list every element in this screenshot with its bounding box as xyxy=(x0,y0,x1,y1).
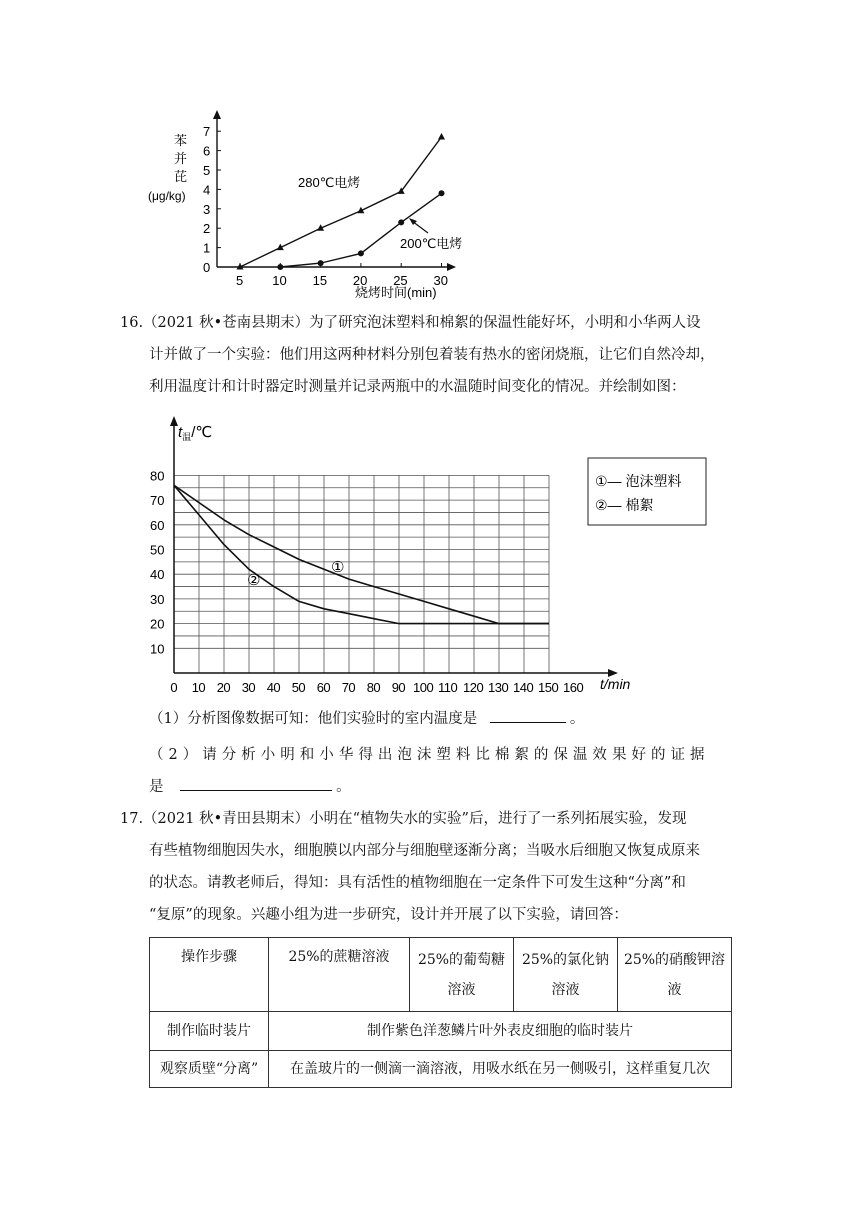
x-tick-label: 25 xyxy=(393,273,408,288)
q17-line-1: 17.（2021 秋•青田县期末）小明在“植物失水的实验”后，进行了一系列拓展实验，发现 xyxy=(120,811,687,827)
q17-line-2: 有些植物细胞因失水，细胞膜以内部分与细胞壁逐渐分离；当吸水后细胞又恢复成原来 xyxy=(149,843,700,859)
q16-sub-2-blank[interactable] xyxy=(180,774,332,791)
cooling-chart-xlabel: t/min xyxy=(600,676,631,692)
data-point-dot xyxy=(318,260,324,266)
y-tick-label: 40 xyxy=(150,567,165,583)
y-tick-label: 60 xyxy=(150,517,165,533)
baking-chart-ylabel-1: 苯 xyxy=(174,133,188,148)
y-axis-arrow xyxy=(213,110,221,119)
table-cell: 制作临时装片 xyxy=(150,1012,269,1051)
table-header-line: 25%的氯化钠 xyxy=(521,951,610,968)
q16-sub-2b xyxy=(149,771,351,803)
baking-chart-ylabel-4: (μg/kg) xyxy=(148,189,186,203)
table-header-line: 液 xyxy=(667,981,682,998)
table-header-cell xyxy=(618,938,732,1012)
x-tick-label: 10 xyxy=(272,273,287,288)
x-tick-label: 150 xyxy=(538,680,559,695)
q16-sub-1-text: （1）分析图像数据可知：他们实验时的室内温度是 xyxy=(149,711,478,727)
q16-sub-1-period: 。 xyxy=(569,711,585,727)
series-line xyxy=(174,485,549,623)
x-tick-label: 0 xyxy=(170,680,178,695)
legend-item-cotton: ②— 棉絮 xyxy=(595,497,654,513)
table-cell: 在盖玻片的一侧滴一滴溶液，用吸水纸在另一侧吸引，这样重复几次 xyxy=(269,1051,732,1088)
x-tick-label: 60 xyxy=(316,680,331,695)
x-tick-label: 40 xyxy=(266,680,281,695)
curve-2-label: ② xyxy=(247,572,261,589)
table-header-cell: 操作步骤 xyxy=(150,938,269,1012)
x-tick-label: 140 xyxy=(513,680,534,695)
y-tick-label: 2 xyxy=(203,221,211,237)
legend-item-foam: ①— 泡沫塑料 xyxy=(595,473,682,489)
x-tick-label: 20 xyxy=(216,680,231,695)
y-tick-label: 6 xyxy=(203,143,211,159)
experiment-table xyxy=(149,937,732,1088)
table-header-line: 25%的葡萄糖 xyxy=(417,951,506,968)
y-tick-label: 5 xyxy=(203,163,211,178)
y-tick-label: 80 xyxy=(150,468,165,484)
curve-1-label: ① xyxy=(331,559,345,576)
y-tick-label: 7 xyxy=(203,124,211,140)
baking-chart-ylabel-2: 并 xyxy=(174,151,188,166)
x-tick-label: 30 xyxy=(241,680,256,695)
x-axis-arrow xyxy=(447,263,456,271)
y-tick-label: 0 xyxy=(203,260,211,275)
table-row xyxy=(150,938,732,1012)
table-header-cell xyxy=(514,938,618,1012)
data-point-dot xyxy=(277,264,283,270)
y-tick-label: 30 xyxy=(150,591,165,607)
x-tick-label: 10 xyxy=(191,680,206,695)
q16-line-2: 计并做了一个实验：他们用这两种材料分别包着装有热水的密闭烧瓶，让它们自然冷却， xyxy=(149,347,715,363)
cooling-chart-legend xyxy=(588,458,706,525)
table-header-cell: 25%的蔗糖溶液 xyxy=(269,938,410,1012)
x-tick-label: 15 xyxy=(312,273,328,288)
cooling-chart xyxy=(140,410,720,700)
x-tick-label: 5 xyxy=(236,273,244,288)
y-tick-label: 3 xyxy=(203,201,211,217)
x-tick-label: 160 xyxy=(563,680,584,695)
q17-line-4: “复原”的现象。兴趣小组为进一步研究，设计并开展了以下实验，请回答： xyxy=(149,907,628,923)
data-point-triangle xyxy=(438,133,445,140)
x-tick-label: 30 xyxy=(433,273,448,288)
series-line xyxy=(174,485,549,623)
q16-line-1: 16.（2021 秋•苍南县期末）为了研究泡沫塑料和棉絮的保温性能好坏，小明和小华两人设 xyxy=(120,315,701,331)
data-point-dot xyxy=(358,250,364,256)
x-tick-label: 80 xyxy=(366,680,381,695)
table-cell: 制作紫色洋葱鳞片叶外表皮细胞的临时装片 xyxy=(269,1012,732,1051)
x-tick-label: 70 xyxy=(341,680,356,695)
table-header-cell xyxy=(410,938,514,1012)
cooling-chart-ylabel: $t_温/℃$ xyxy=(178,424,213,442)
x-tick-label: 130 xyxy=(488,680,509,695)
q16-sub-1 xyxy=(149,703,584,735)
x-tick-label: 100 xyxy=(413,680,434,695)
y-tick-label: 50 xyxy=(150,542,165,558)
y-tick-label: 10 xyxy=(150,641,165,657)
table-cell: 观察质壁“分离” xyxy=(150,1051,269,1088)
y-tick-label: 1 xyxy=(203,240,211,256)
data-point-dot xyxy=(439,190,445,196)
y-tick-label: 20 xyxy=(150,616,165,632)
table-header-line: 25%的硝酸钾溶 xyxy=(623,951,726,968)
table-row xyxy=(150,1051,732,1088)
data-point-dot xyxy=(398,219,404,225)
table-row xyxy=(150,1012,732,1051)
baking-chart xyxy=(148,105,470,305)
q16-sub-1-blank[interactable] xyxy=(490,706,566,723)
x-tick-label: 50 xyxy=(291,680,306,695)
baking-chart-ylabel-3: 芘 xyxy=(174,169,188,184)
label-200: 200℃电烤 xyxy=(400,236,463,251)
x-tick-label: 120 xyxy=(463,680,484,695)
baking-chart-xlabel: 烧烤时间(min) xyxy=(355,285,437,300)
q17-line-3: 的状态。请教老师后，得知：具有活性的植物细胞在一定条件下可发生这种“分离”和 xyxy=(149,875,686,891)
y-axis-arrow xyxy=(170,416,178,426)
x-tick-label: 20 xyxy=(352,273,368,288)
y-tick-label: 4 xyxy=(203,182,211,198)
q16-sub-2a: （ 2 ） 请 分 析 小 明 和 小 华 得 出 泡 沫 塑 料 比 棉 絮 的 保 温 效 果 好 的 证 据 xyxy=(149,747,705,763)
q16-line-3: 利用温度计和计时器定时测量并记录两瓶中的水温随时间变化的情况。并绘制如图： xyxy=(149,379,686,395)
x-tick-label: 90 xyxy=(391,680,406,695)
table-header-line: 溶液 xyxy=(447,981,476,998)
y-tick-label: 70 xyxy=(150,493,165,509)
x-tick-label: 110 xyxy=(438,680,458,695)
label-280: 280℃电烤 xyxy=(298,175,361,190)
q16-sub-2b-text: 是 xyxy=(149,779,164,795)
q16-sub-2-period: 。 xyxy=(336,779,351,795)
table-header-line: 溶液 xyxy=(551,981,580,998)
